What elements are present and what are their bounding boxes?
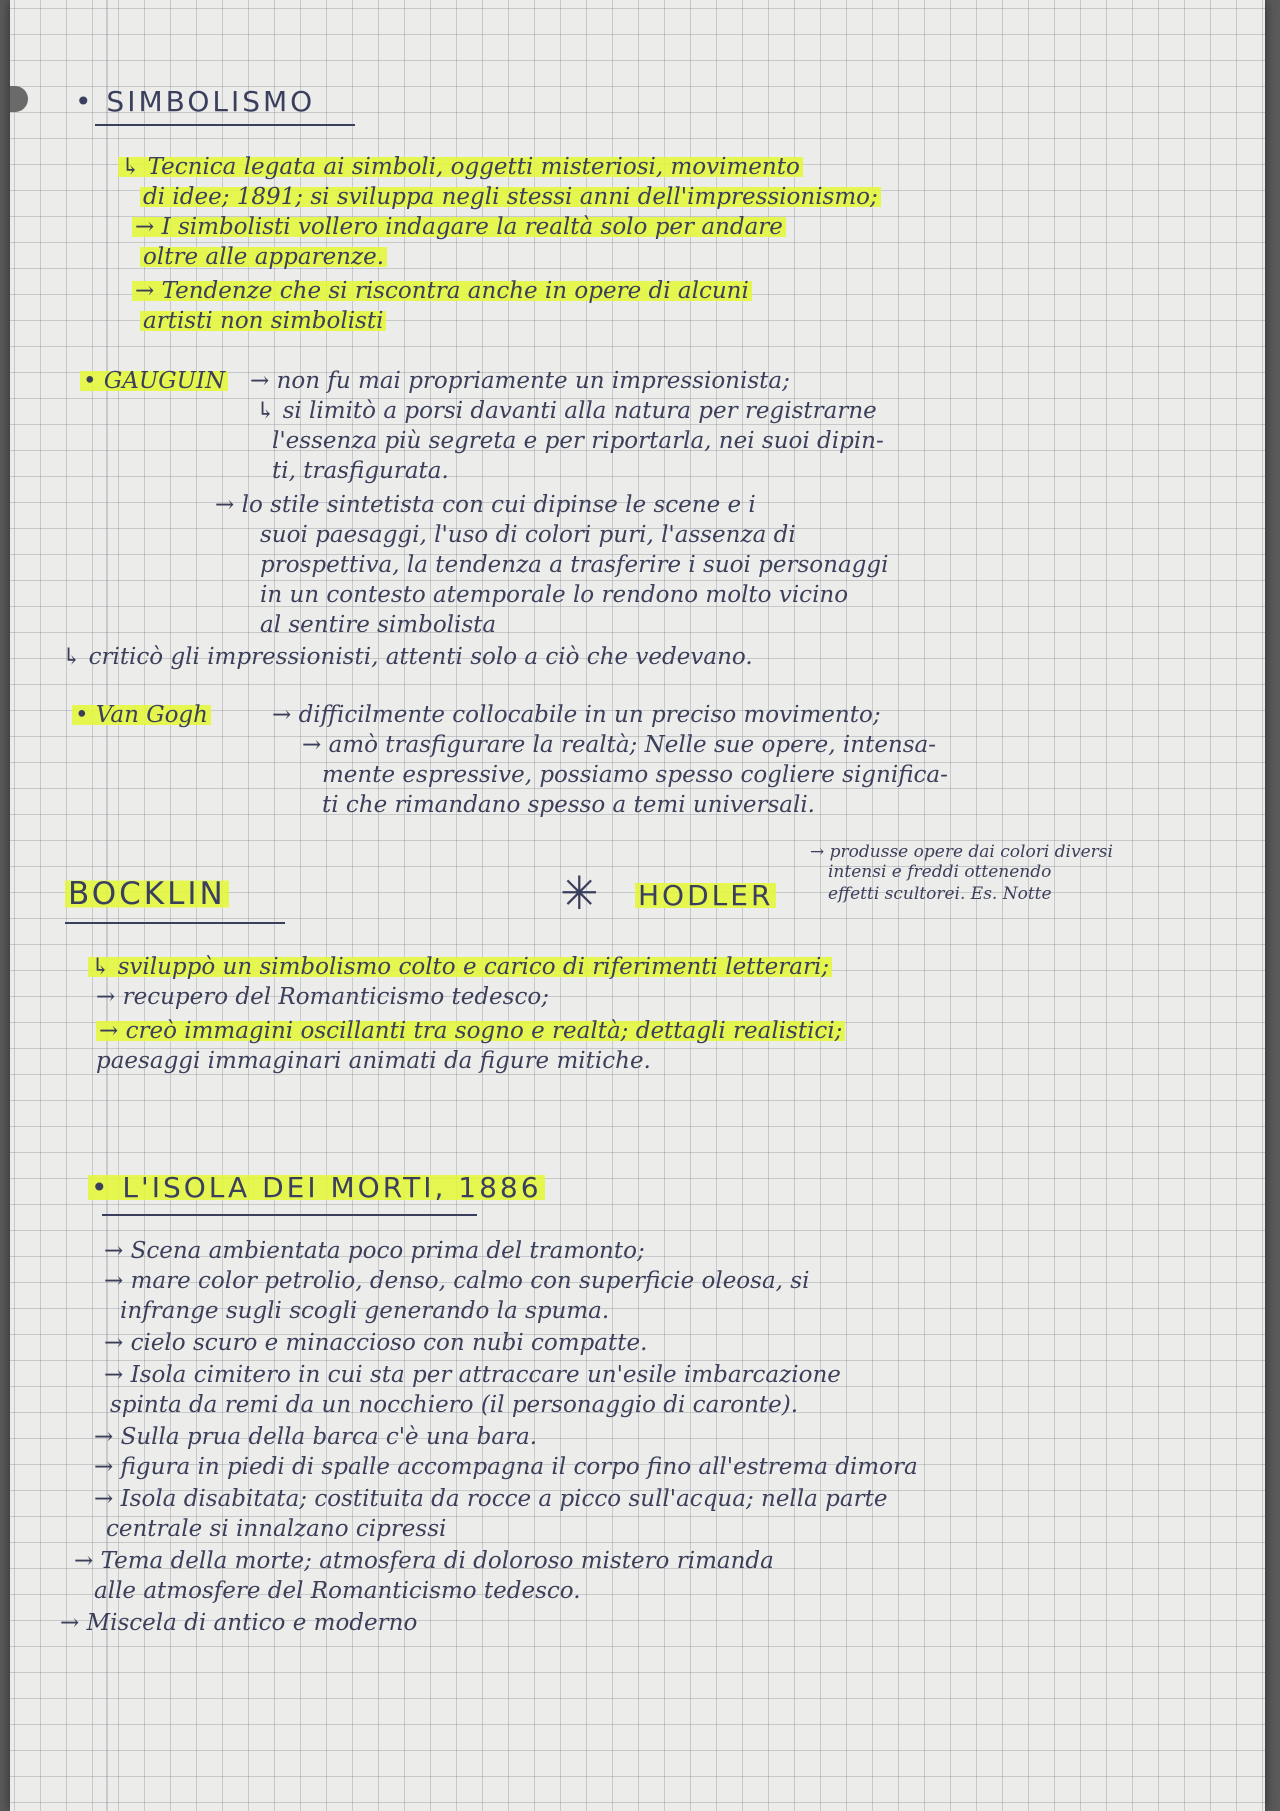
gauguin-line-3: l'essenza più segreta e per riportarla, nei suoi dipin-	[272, 428, 884, 454]
gauguin-line-9: al sentire simbolista	[260, 612, 497, 638]
bocklin-title: BOCKLIN	[65, 876, 229, 912]
van-gogh-line-1: → difficilmente collocabile in un preciso movimento;	[272, 702, 881, 728]
gauguin-line-4: ti, trasfigurata.	[272, 458, 449, 484]
gauguin-line-10: ↳ criticò gli impressionisti, attenti solo a ciò che vedevano.	[62, 644, 753, 670]
isola-line-5: → Isola cimitero in cui sta per attraccare un'esile imbarcazione	[104, 1362, 841, 1388]
gauguin-line-5: → lo stile sintetista con cui dipinse le scene e i	[215, 492, 756, 518]
hodler-line-2: intensi e freddi ottenendo	[828, 862, 1052, 882]
gauguin-line-1: → non fu mai propriamente un impressionista;	[250, 368, 790, 394]
isola-line-2: → mare color petrolio, denso, calmo con superficie oleosa, si	[104, 1268, 810, 1294]
isola-line-4: → cielo scuro e minaccioso con nubi compatte.	[104, 1330, 648, 1356]
bocklin-line-4: paesaggi immaginari animati da figure mitiche.	[96, 1048, 651, 1074]
isola-line-12: alle atmosfere del Romanticismo tedesco.	[94, 1578, 581, 1604]
van-gogh-label: • Van Gogh	[72, 702, 211, 728]
isola-line-7: → Sulla prua della barca c'è una bara.	[94, 1424, 538, 1450]
gauguin-label: • GAUGUIN	[80, 368, 228, 394]
gauguin-line-2: ↳ si limitò a porsi davanti alla natura per registrarne	[256, 398, 877, 424]
isola-line-11: → Tema della morte; atmosfera di doloroso mistero rimanda	[74, 1548, 774, 1574]
bocklin-underline	[65, 922, 285, 924]
simbolismo-line-2: di idee; 1891; si sviluppa negli stessi anni dell'impressionismo;	[140, 184, 881, 210]
van-gogh-line-3: mente espressive, possiamo spesso cogliere significa-	[322, 762, 948, 788]
simbolismo-line-6: artisti non simbolisti	[140, 308, 386, 334]
simbolismo-title: • SIMBOLISMO	[75, 85, 316, 118]
binder-hole	[10, 86, 28, 112]
isola-line-3: infrange sugli scogli generando la spuma.	[120, 1298, 610, 1324]
hodler-title: HODLER	[635, 879, 776, 912]
simbolismo-line-4: oltre alle apparenze.	[140, 244, 387, 270]
isola-line-6: spinta da remi da un nocchiero (il personaggio di caronte).	[110, 1392, 799, 1418]
simbolismo-line-3: → I simbolisti vollero indagare la realtà solo per andare	[132, 214, 786, 240]
hodler-line-3: effetti scultorei. Es. Notte	[828, 884, 1052, 904]
gauguin-line-6: suoi paesaggi, l'uso di colori puri, l'assenza di	[260, 522, 796, 548]
isola-line-8: → figura in piedi di spalle accompagna il corpo fino all'estrema dimora	[94, 1454, 918, 1480]
isola-title: • L'ISOLA DEI MORTI, 1886	[88, 1171, 545, 1204]
isola-underline	[102, 1214, 477, 1216]
notebook-page	[10, 0, 1265, 1811]
van-gogh-line-4: ti che rimandano spesso a temi universali.	[322, 792, 815, 818]
isola-line-13: → Miscela di antico e moderno	[60, 1610, 418, 1636]
bocklin-line-1: ↳ sviluppò un simbolismo colto e carico di riferimenti letterari;	[88, 954, 832, 980]
isola-line-1: → Scena ambientata poco prima del tramonto;	[104, 1238, 645, 1264]
simbolismo-line-5: → Tendenze che si riscontra anche in opere di alcuni	[132, 278, 752, 304]
simbolismo-line-1: ↳ Tecnica legata ai simboli, oggetti misteriosi, movimento	[118, 154, 803, 180]
bocklin-line-3: → creò immagini oscillanti tra sogno e realtà; dettagli realistici;	[96, 1018, 845, 1044]
gauguin-line-8: in un contesto atemporale lo rendono molto vicino	[260, 582, 849, 608]
van-gogh-line-2: → amò trasfigurare la realtà; Nelle sue opere, intensa-	[302, 732, 937, 758]
gauguin-line-7: prospettiva, la tendenza a trasferire i suoi personaggi	[260, 552, 889, 578]
isola-line-10: centrale si innalzano cipressi	[106, 1516, 447, 1542]
hodler-line-1: → produsse opere dai colori diversi	[810, 842, 1113, 862]
isola-line-9: → Isola disabitata; costituita da rocce a picco sull'acqua; nella parte	[94, 1486, 888, 1512]
bocklin-line-2: → recupero del Romanticismo tedesco;	[96, 984, 549, 1010]
simbolismo-underline	[95, 124, 355, 126]
asterisk-icon: ✳	[560, 866, 599, 920]
